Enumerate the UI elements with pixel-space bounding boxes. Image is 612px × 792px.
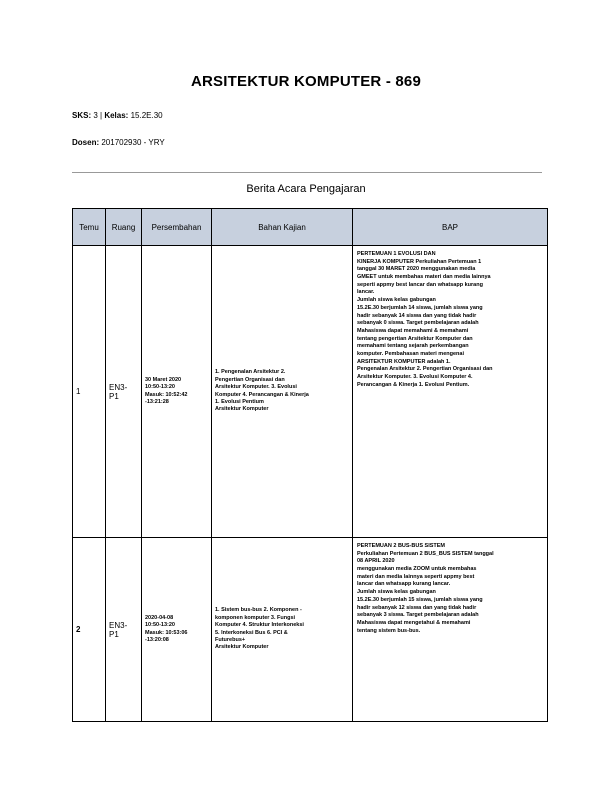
document-title: ARSITEKTUR KOMPUTER - 869: [190, 73, 422, 90]
cell-bahan-kajian: 1. Sistem bus-bus 2. Komponen - komponen komputer 3. Fungsi Komputer 4. Struktur Interkoneksi 5. Interkoneksi Bus 6. PCI & Futurebus+ Arsitektur Komputer: [212, 538, 353, 722]
cell-bap: PERTEMUAN 1 EVOLUSI DAN KINERJA KOMPUTER Perkuliahan Pertemuan 1 tanggal 30 MARET 2020 menggunakan media GMEET untuk membahas materi dan media lainnya seperti appmy best lancar dan whatsapp kurang lancar. Jumlah siswa kelas gabungan 15.2E.30 berjumlah 14 siswa, jumlah siswa yang hadir sebanyak 14 siswa dan yang tidak hadir sebanyak 0 siswa. Target pembelajaran adalah Mahasiswa dapat memahami & memahami tentang pengertian Arsitektur Komputer dan memahami tentang sejarah perkembangan komputer. Pembahasan materi mengenai ARSITEKTUR KOMPUTER adalah 1. Pengenalan Arsitektur 2. Pengertian Organisasi dan Arsitektur Komputer. 3. Evolusi Komputer 4. Perancangan & Kinerja 1. Evolusi Pentium.: [353, 246, 548, 538]
lecturer-info: [72, 138, 165, 147]
sks-value: 3 |: [91, 111, 105, 120]
course-info: [72, 111, 163, 120]
cell-ruang: EN3- P1: [106, 246, 142, 538]
kelas-label: Kelas:: [104, 111, 129, 120]
header-temu: Temu: [73, 209, 106, 246]
divider: [72, 172, 542, 173]
table-row: [73, 246, 548, 538]
header-bahan-kajian: Bahan Kajian: [212, 209, 353, 246]
cell-ruang: EN3- P1: [106, 538, 142, 722]
header-bap: BAP: [353, 209, 548, 246]
table-header-row: [73, 209, 548, 246]
cell-temu: 1: [73, 246, 106, 538]
cell-persembahan: 30 Maret 2020 10:50-13:20 Masuk: 10:52:42 -13:21:28: [142, 246, 212, 538]
header-persembahan: Persembahan: [142, 209, 212, 246]
cell-bap: PERTEMUAN 2 BUS-BUS SISTEM Perkuliahan Pertemuan 2 BUS_BUS SISTEM tanggal 08 APRIL 2020 menggunakan media ZOOM untuk membahas materi dan media lainnya seperti appmy best lancar dan whatsapp kurang lancar. Jumlah siswa kelas gabungan 15.2E.30 berjumlah 15 siswa, jumlah siswa yang hadir sebanyak 12 siswa dan yang tidak hadir sebanyak 3 siswa. Target pembelajaran adalah Mahasiswa dapat mengetahui & memahami tentang sistem bus-bus.: [353, 538, 548, 722]
dosen-value: 201702930 - YRY: [99, 138, 165, 147]
sks-label: SKS:: [72, 111, 92, 120]
header-ruang: Ruang: [106, 209, 142, 246]
bap-table: [72, 208, 548, 722]
kelas-value: 15.2E.30: [128, 111, 163, 120]
cell-bahan-kajian: 1. Pengenalan Arsitektur 2. Pengertian Organisasi dan Arsitektur Komputer. 3. Evolusi Komputer 4. Perancangan & Kinerja 1. Evolusi Pentium Arsitektur Komputer: [212, 246, 353, 538]
cell-persembahan: 2020-04-08 10:50-13:20 Masuk: 10:53:06 -13:20:08: [142, 538, 212, 722]
dosen-label: Dosen:: [72, 138, 100, 147]
table-row: [73, 538, 548, 722]
section-title: Berita Acara Pengajaran: [246, 183, 366, 195]
cell-temu: 2: [73, 538, 106, 722]
